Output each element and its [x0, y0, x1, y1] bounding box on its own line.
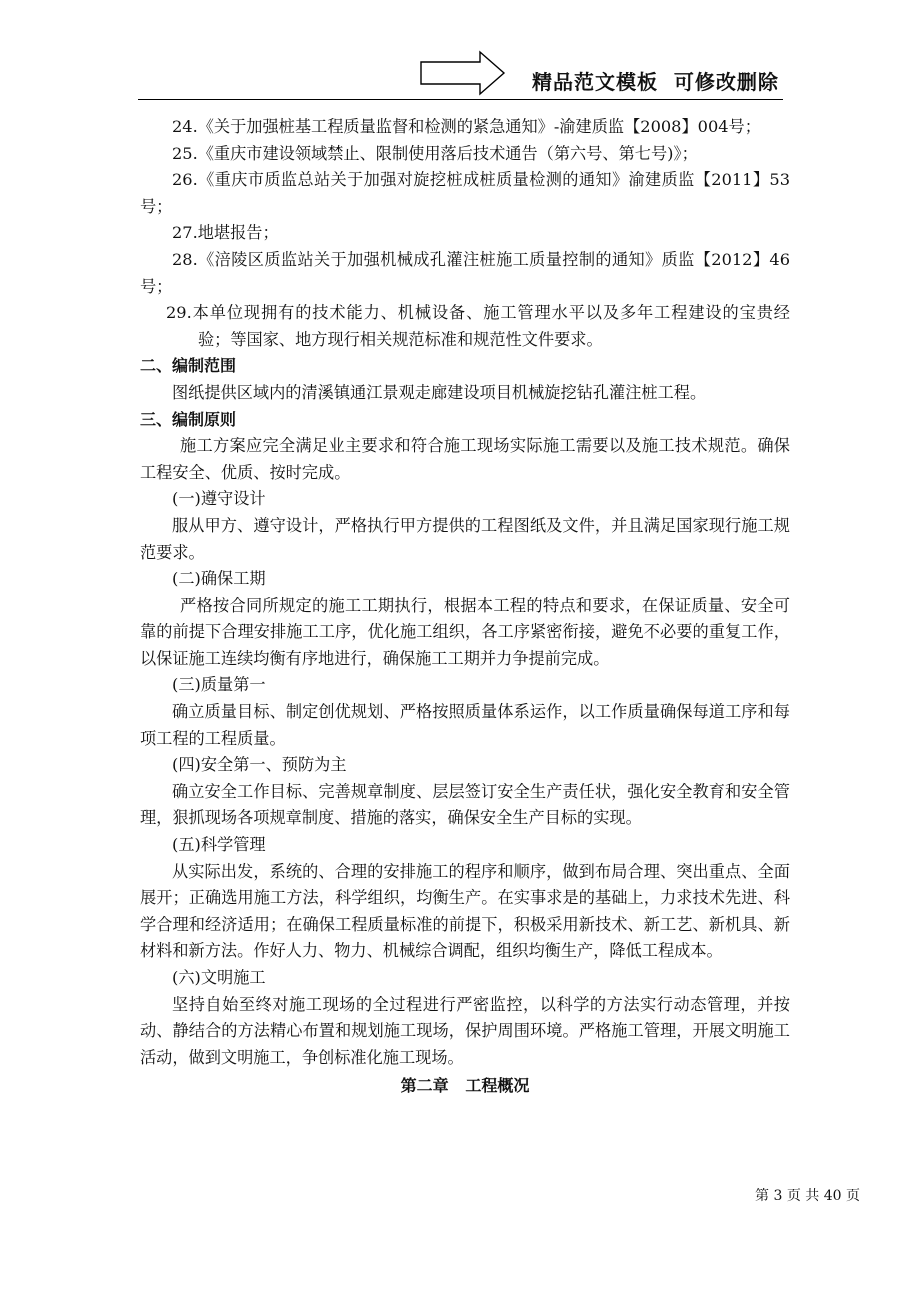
list-item-24: 24.《关于加强桩基工程质量监督和检测的紧急通知》-渝建质监【2008】004号； [172, 117, 761, 136]
subsection-title-quality: (三)质量第一 [172, 675, 266, 695]
list-item-28: 28.《涪陵区质监站关于加强机械成孔灌注桩施工质量控制的通知》质监【2012】46号； [140, 249, 790, 296]
subsection-title-management: (五)科学管理 [172, 835, 266, 855]
subsection-title-schedule: (二)确保工期 [172, 569, 266, 589]
header-rule [138, 99, 783, 100]
subsection-title-design: (一)遵守设计 [172, 489, 266, 509]
list-item-29: 29.本单位现拥有的技术能力、机械设备、施工管理水平以及多年工程建设的宝贵经验；等国家、地方现行相关规范标准和规范性文件要求。 [166, 303, 790, 349]
subsection-text-schedule: 严格按合同所规定的施工工期执行，根据本工程的特点和要求，在保证质量、安全可靠的前提下合理安排施工工序，优化施工组织，各工序紧密衔接，避免不必要的重复工作，以保证施工连续均衡有序地进行，确保施工工期并力争提前完成。 [140, 595, 790, 668]
list-item-26: 26.《重庆市质监总站关于加强对旋挖桩成桩质量检测的通知》渝建质监【2011】53号； [140, 170, 790, 216]
subsection-text-management: 从实际出发，系统的、合理的安排施工的程序和顺序，做到布局合理、突出重点、全面展开；正确选用施工方法，科学组织，均衡生产。在实事求是的基础上，力求技术先进、科学合理和经济适用；在确保工程质量标准的前提下，积极采用新技术、新工艺、新机具、新材料和新方法。作好人力、物力、机械综合调配，组织均衡生产，降低工程成本。 [140, 861, 790, 961]
header-title: 精品范文模板 可修改删除 [532, 70, 779, 94]
page-number: 第 3 页 共 40 页 [755, 1188, 860, 1204]
list-item-27: 27.地堪报告； [172, 223, 279, 243]
scope-text: 图纸提供区域内的清溪镇通江景观走廊建设项目机械旋挖钻孔灌注桩工程。 [172, 382, 707, 402]
subsection-text-safety: 确立安全工作目标、完善规章制度、层层签订安全生产责任状，强化安全教育和安全管理，狠抓现场各项规章制度、措施的落实，确保安全生产目标的实现。 [140, 781, 790, 828]
list-item-25: 25.《重庆市建设领域禁止、限制使用落后技术通告（第六号、第七号)》； [172, 143, 698, 163]
document-body [140, 114, 790, 1100]
section-heading-scope: 二、编制范围 [140, 356, 237, 376]
subsection-text-civilized: 坚持自始至终对施工现场的全过程进行严密监控，以科学的方法实行动态管理，并按动、静结合的方法精心布置和规划施工现场，保护周围环境。严格施工管理，开展文明施工活动，做到文明施工，争创标准化施工现场。 [140, 994, 790, 1067]
subsection-title-civilized: (六)文明施工 [172, 968, 266, 987]
section-heading-principles: 三、编制原则 [140, 409, 237, 429]
subsection-title-safety: (四)安全第一、预防为主 [172, 755, 347, 775]
chapter-title: 第二章 工程概况 [400, 1076, 530, 1096]
subsection-text-design: 服从甲方、遵守设计，严格执行甲方提供的工程图纸及文件，并且满足国家现行施工规范要求。 [140, 515, 790, 562]
principle-intro: 施工方案应完全满足业主要求和符合施工现场实际施工需要以及施工技术规范。确保工程安全、优质、按时完成。 [140, 436, 790, 482]
right-arrow-icon [420, 50, 506, 96]
subsection-text-quality: 确立质量目标、制定创优规划、严格按照质量体系运作，以工作质量确保每道工序和每项工程的工程质量。 [140, 702, 790, 748]
